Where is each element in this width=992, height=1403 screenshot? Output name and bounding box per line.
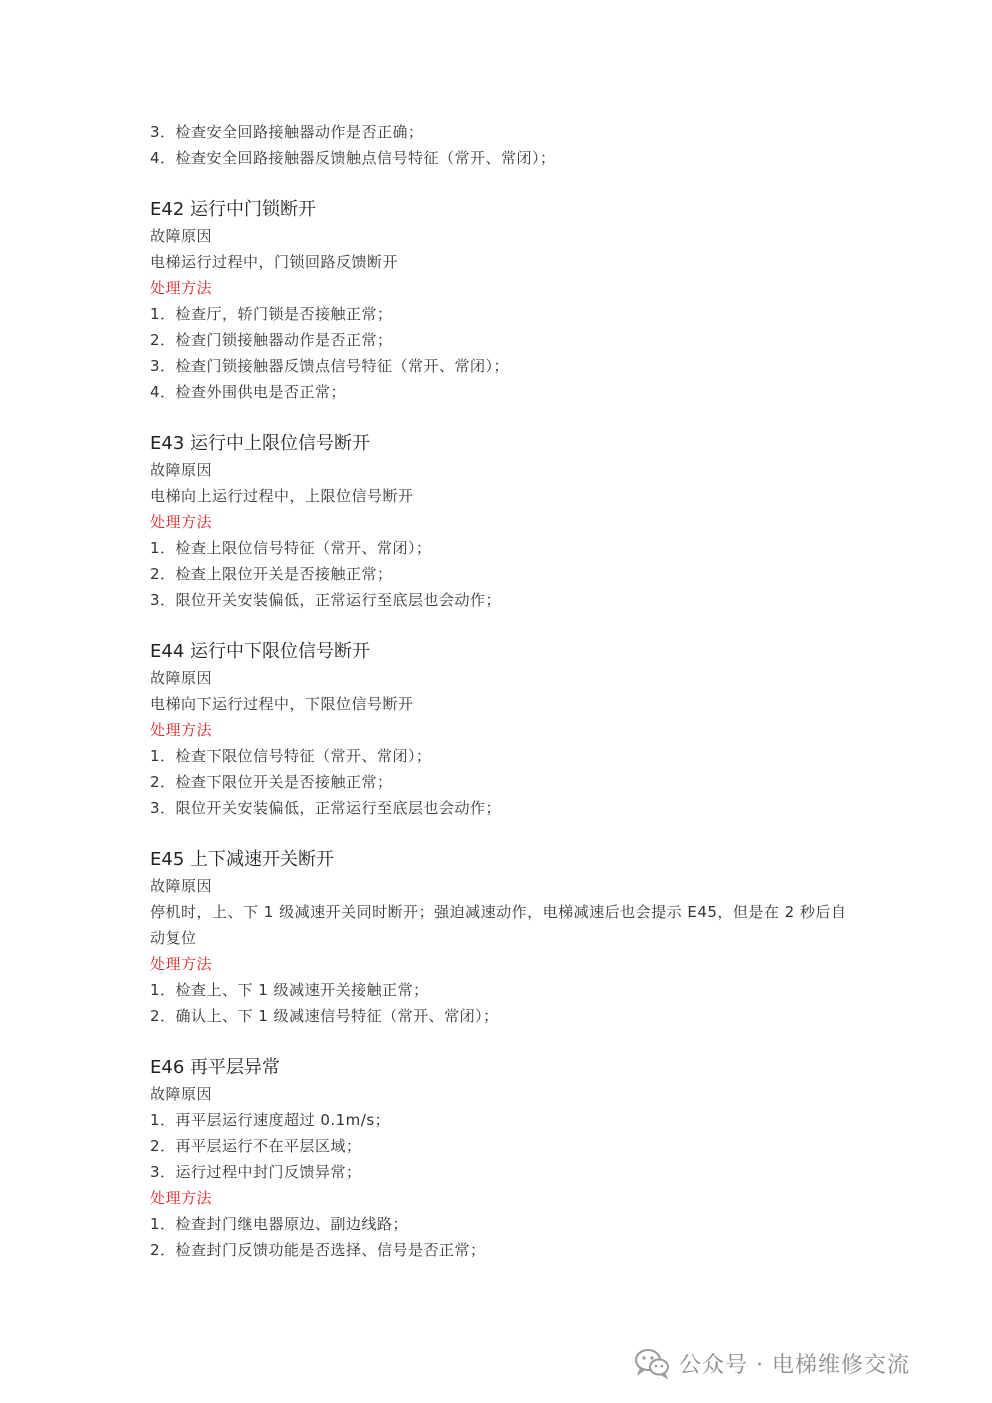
method-item: 3．检查门锁接触器反馈点信号特征（常开、常闭）； (150, 357, 510, 375)
watermark-text: 公众号 · 电梯维修交流 (679, 1352, 910, 1378)
method-item: 4．检查外围供电是否正常； (150, 383, 347, 401)
section-title-e43: E43 运行中上限位信号断开 (150, 433, 371, 454)
method-item: 2．检查下限位开关是否接触正常； (150, 773, 393, 791)
section-title-e42: E42 运行中门锁断开 (150, 199, 317, 220)
watermark (633, 1346, 910, 1380)
method-item: 2．确认上、下 1 级减速信号特征（常开、常闭）； (150, 1007, 499, 1025)
method-item: 3．限位开关安装偏低，正常运行至底层也会动作； (150, 591, 502, 609)
wechat-icon (633, 1346, 671, 1380)
method-item: 1．检查上限位信号特征（常开、常闭）； (150, 539, 432, 557)
cause-text: 电梯运行过程中，门锁回路反馈断开 (150, 253, 399, 271)
cause-item: 3．运行过程中封门反馈异常； (150, 1163, 362, 1181)
method-item: 1．检查上、下 1 级减速开关接触正常； (150, 981, 429, 999)
spacer (150, 821, 850, 847)
cause-label: 故障原因 (150, 669, 213, 687)
cause-label: 故障原因 (150, 1085, 213, 1103)
cause-text: 电梯向上运行过程中，上限位信号断开 (150, 487, 414, 505)
cause-label: 故障原因 (150, 877, 213, 895)
method-item: 2．检查门锁接触器动作是否正常； (150, 331, 393, 349)
method-item: 2．检查上限位开关是否接触正常； (150, 565, 393, 583)
method-label: 处理方法 (150, 513, 213, 531)
spacer (150, 613, 850, 639)
cause-label: 故障原因 (150, 461, 213, 479)
section-title-e45: E45 上下减速开关断开 (150, 849, 335, 870)
intro-item: 3．检查安全回路接触器动作是否正确； (150, 123, 424, 141)
section-title-e44: E44 运行中下限位信号断开 (150, 641, 371, 662)
document-body (150, 119, 850, 1263)
section-title-e46: E46 再平层异常 (150, 1057, 281, 1078)
cause-item: 2．再平层运行不在平层区域； (150, 1137, 362, 1155)
method-label: 处理方法 (150, 721, 213, 739)
cause-text: 停机时，上、下 1 级减速开关同时断开；强迫减速动作，电梯减速后也会提示 E45，但是在 2 秒后自动复位 (150, 903, 847, 947)
intro-item: 4．检查安全回路接触器反馈触点信号特征（常开、常闭）； (150, 149, 556, 167)
method-item: 3．限位开关安装偏低，正常运行至底层也会动作； (150, 799, 502, 817)
method-label: 处理方法 (150, 955, 213, 973)
method-item: 1．检查厅，轿门锁是否接触正常； (150, 305, 393, 323)
cause-label: 故障原因 (150, 227, 213, 245)
method-item: 1．检查下限位信号特征（常开、常闭）； (150, 747, 432, 765)
method-label: 处理方法 (150, 1189, 213, 1207)
method-item: 1．检查封门继电器原边、副边线路； (150, 1215, 409, 1233)
method-label: 处理方法 (150, 279, 213, 297)
spacer (150, 171, 850, 197)
method-item: 2．检查封门反馈功能是否选择、信号是否正常； (150, 1241, 486, 1259)
cause-item: 1．再平层运行速度超过 0.1m/s； (150, 1111, 391, 1129)
cause-text: 电梯向下运行过程中，下限位信号断开 (150, 695, 414, 713)
spacer (150, 1029, 850, 1055)
spacer (150, 405, 850, 431)
